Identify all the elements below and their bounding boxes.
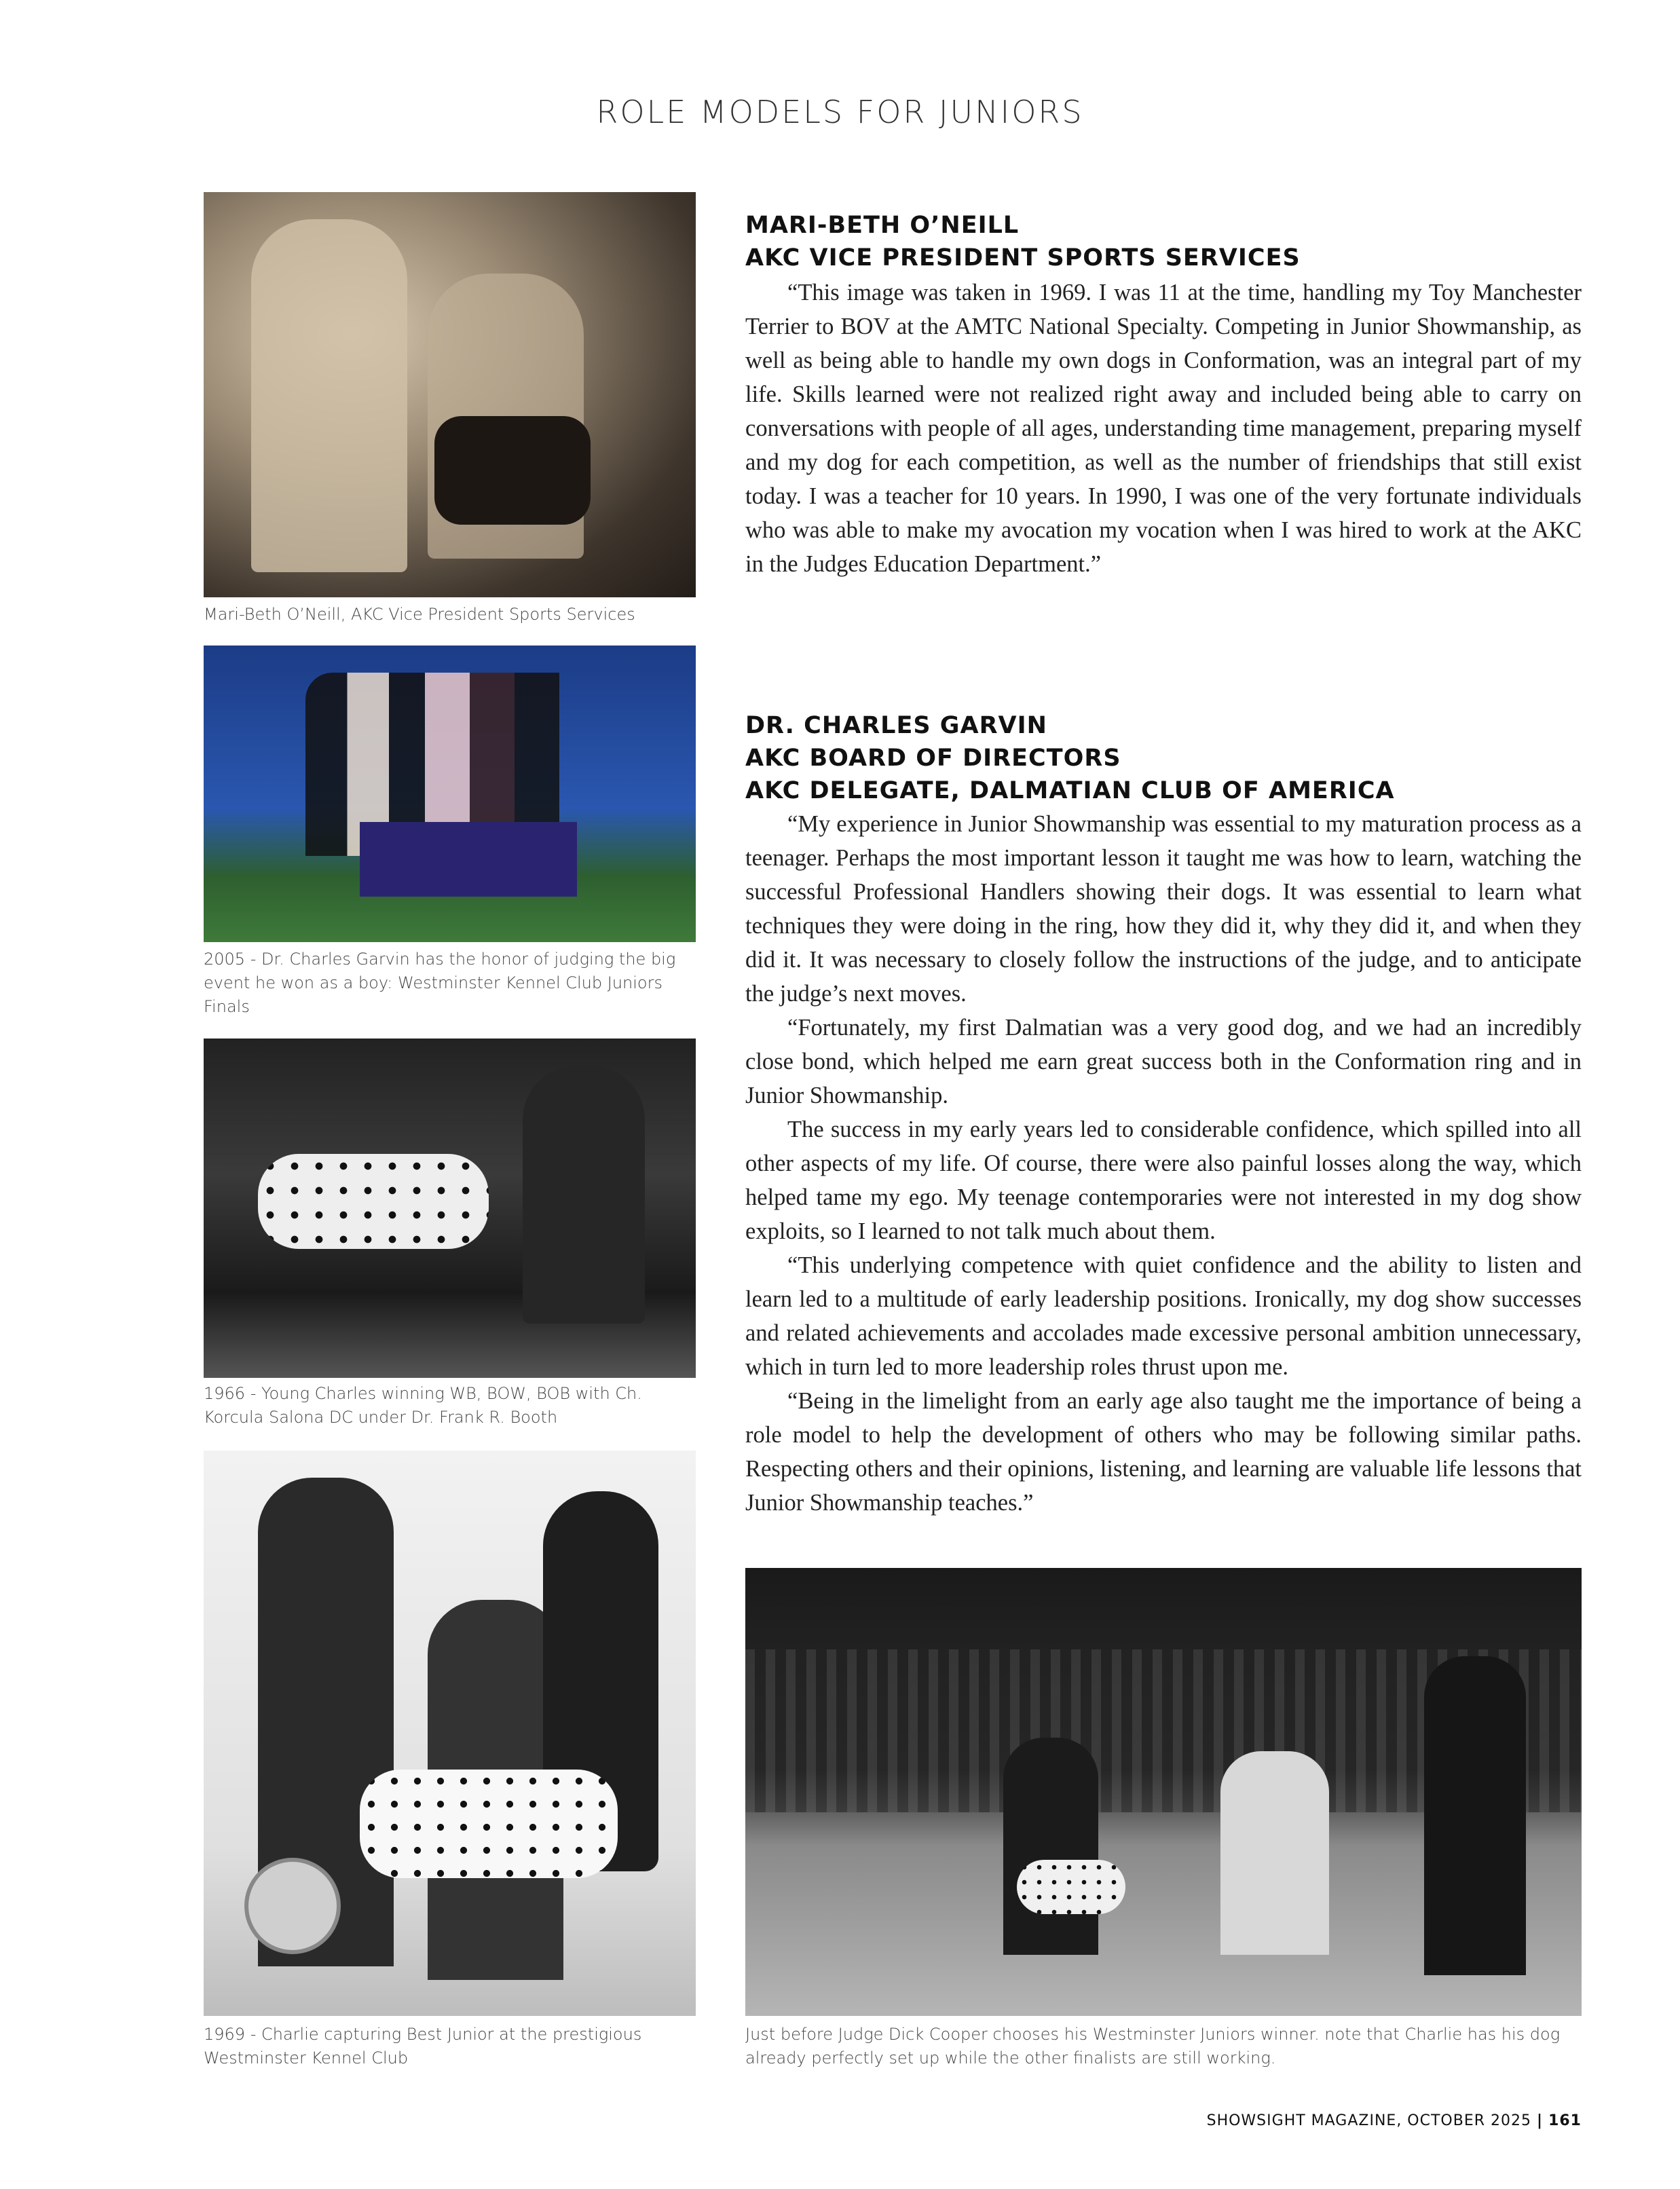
page-footer [1207, 2112, 1582, 2129]
photo-westminster-juniors-ring [745, 1568, 1582, 2016]
page-title: ROLE MODELS FOR JUNIORS [596, 94, 1084, 130]
paragraph: The success in my early years led to considerable confidence, which spilled into all other aspects of my life. Of course, there were also painful losses along the way, which helped tame my ego. My teenage contemporaries were not interested in my dog show exploits, so I learned to not talk much about them. [745, 1117, 1582, 1244]
section-charles-garvin [745, 709, 1582, 1520]
paragraph: “Fortunately, my first Dalmatian was a very good dog, and we had an incredibly close bond, which helped me earn great success both in the Conformation ring and in Junior Showmanship. [745, 1015, 1582, 1108]
section-heading-title: AKC BOARD OF DIRECTORS [745, 745, 1121, 772]
section-heading-title: AKC DELEGATE, DALMATIAN CLUB OF AMERICA [745, 777, 1395, 804]
paragraph: “This underlying competence with quiet confidence and the ability to listen and learn led to a multitude of early leadership positions. Ironically, my dog show successes and related achievements and accolades made excessive personal ambition unnecessary, which in turn led to more leadership roles thrust upon me. [745, 1252, 1582, 1380]
caption-photo3: 1966 - Young Charles winning WB, BOW, BOB with Ch. Korcula Salona DC under Dr. Frank R. Booth [204, 1384, 642, 1427]
photo-westminster-2005 [204, 646, 696, 942]
section-heading-name: MARI-BETH O’NEILL [745, 212, 1020, 239]
paragraph: “This image was taken in 1969. I was 11 at the time, handling my Toy Manchester Terrier to BOV at the AMTC National Specialty. Competing in Junior Showmanship, as well as being able to handle my own dogs in Conformation, was an integral part of my life. Skills learned were not realized right away and included being able to carry on conversations with people of all ages, understanding time management, preparing myself and my dog for each competition, as well as the number of friendships that still exist today. I was a teacher for 10 years. In 1990, I was one of the very fortunate individuals who was able to make my avocation my vocation when I was hired to work at the AKC in the Judges Education Department.” [745, 280, 1582, 577]
photo-1966-dalmatian [204, 1039, 696, 1378]
paragraph: “Being in the limelight from an early age also taught me the importance of being a role model to help the development of others who may be following similar paths. Respecting others and their opinions, listening, and learning are valuable life lessons that Junior Showmanship teaches.” [745, 1388, 1582, 1516]
footer-separator: | [1537, 2112, 1544, 2129]
photo-mari-beth-oneill [204, 192, 696, 597]
photo-1969-best-junior [204, 1451, 696, 2016]
page-number: 161 [1548, 2112, 1582, 2129]
section-heading-name: DR. CHARLES GARVIN [745, 712, 1047, 739]
caption-photo2: 2005 - Dr. Charles Garvin has the honor of judging the big event he won as a boy: Westminster Kennel Club Juniors Finals [204, 950, 676, 1016]
caption-photo1: Mari-Beth O’Neill, AKC Vice President Sports Services [204, 605, 635, 624]
caption-photo5: Just before Judge Dick Cooper chooses his Westminster Juniors winner. note that Charlie has his dog already perfectly set up while the other finalists are still working. [745, 2025, 1561, 2068]
section-mari-beth-oneill [745, 209, 1582, 581]
caption-photo4: 1969 - Charlie capturing Best Junior at the prestigious Westminster Kennel Club [204, 2025, 642, 2068]
section-heading-title: AKC VICE PRESIDENT SPORTS SERVICES [745, 244, 1301, 272]
publication-name: SHOWSIGHT MAGAZINE, OCTOBER 2025 [1206, 2112, 1532, 2129]
paragraph: “My experience in Junior Showmanship was essential to my maturation process as a teenager. Perhaps the most important lesson it taught me was how to learn, watching the successful Professional Handlers showing their dogs. It was essential to learn what techniques they were doing in the ring, how they did it, why they did it, and when they did it. It was necessary to closely follow the instructions of the judge, and to anticipate the judge’s next moves. [745, 811, 1582, 1007]
